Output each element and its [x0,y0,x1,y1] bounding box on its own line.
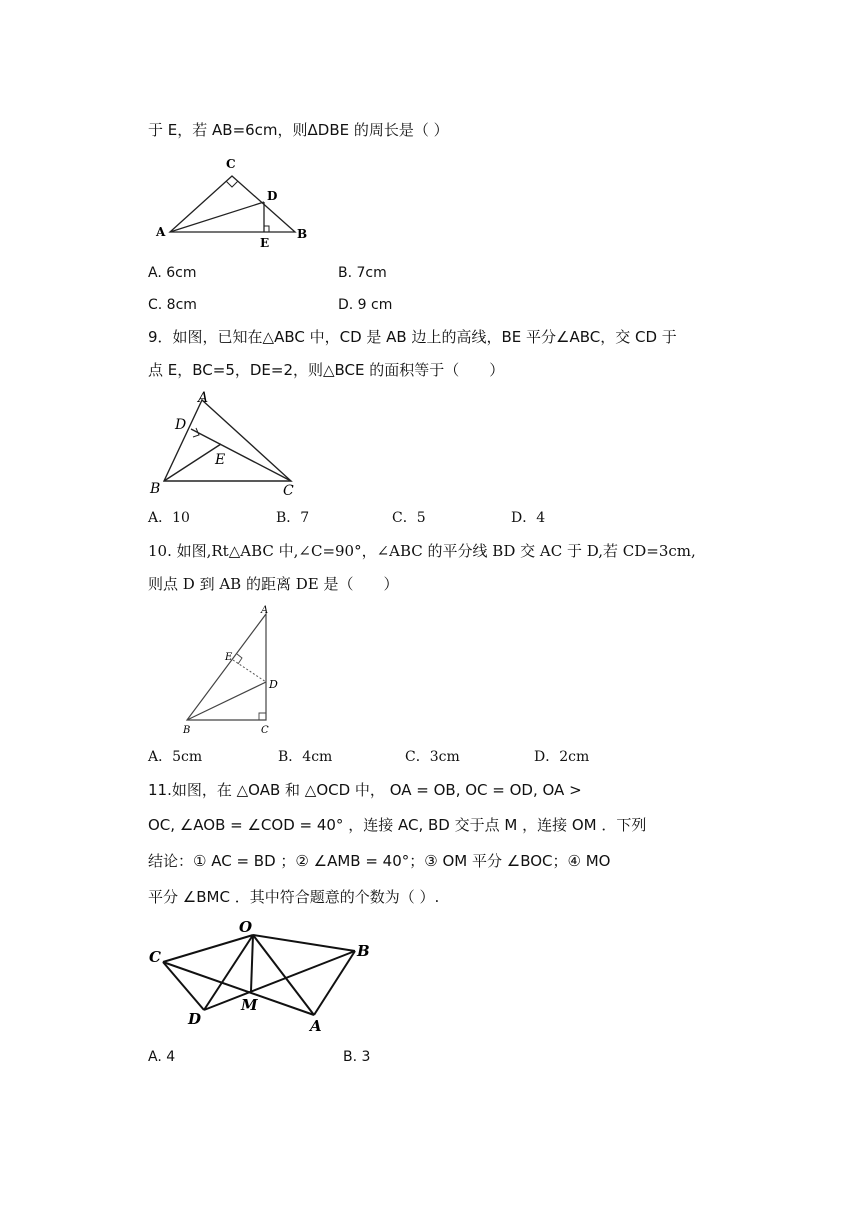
q9-label-a: A [198,390,209,406]
q10-option-a: A．5cm [148,749,203,765]
q10-stem-line2: 则点 D 到 AB 的距离 DE 是（ ） [148,575,399,593]
q8-label-e: E [260,236,270,250]
q11-label-b: B [357,942,370,960]
q11-label-o: O [239,918,253,936]
q11-label-m: M [241,996,258,1014]
q11-stem-line3: 结论：① AC = BD ；② ∠AMB = 40°；③ OM 平分 ∠BOC；④ MO [148,852,611,870]
q10-option-c: C．3cm [405,749,460,765]
q11-label-a: A [310,1017,322,1035]
q10-stem-line1: 10. 如图,Rt△ABC 中,∠C=90°，∠ABC 的平分线 BD 交 AC 于 D,若 CD=3cm, [148,542,696,560]
q10-label-e: E [225,652,233,663]
q9-stem-line2: 点 E，BC=5，DE=2，则△BCE 的面积等于（ ） [148,361,505,379]
q9-stem-line1: 9．如图，已知在△ABC 中，CD 是 AB 边上的高线，BE 平分∠ABC，交 CD 于 [148,328,677,346]
q8-label-c: C [226,157,236,171]
q9-option-b: B．7 [276,510,310,526]
q9-label-d: D [175,417,187,433]
q11-stem-line1: 11.如图，在 △OAB 和 △OCD 中， OA = OB, OC = OD, OA > [148,781,582,799]
q11-option-b: B. 3 [343,1049,371,1065]
q9-figure [147,392,307,502]
q10-option-d: D．2cm [534,749,590,765]
q11-label-d: D [188,1010,202,1028]
q10-label-a: A [261,605,269,616]
q9-label-b: B [150,481,161,497]
q11-label-c: C [149,948,161,966]
q8-stem-tail: 于 E，若 AB=6cm，则ΔDBE 的周长是（ ） [148,121,449,139]
q8-figure [150,152,310,250]
q9-option-a: A．10 [148,510,190,526]
q9-label-e: E [215,452,226,468]
q10-label-d: D [269,678,278,691]
q8-label-d: D [267,189,278,203]
q10-option-b: B．4cm [278,749,333,765]
q11-option-a: A. 4 [148,1049,176,1065]
q11-stem-line2: OC, ∠AOB = ∠COD = 40° ，连接 AC, BD 交于点 M ，连接 OM ．下列 [148,816,647,834]
q10-label-c: C [261,725,269,736]
q11-figure [147,918,387,1038]
q9-label-c: C [283,483,294,499]
q8-option-b: B. 7cm [338,265,387,281]
q8-label-b: B [297,227,308,241]
q8-option-d: D. 9 cm [338,297,393,313]
q10-label-b: B [183,725,191,736]
q9-option-c: C．5 [392,510,426,526]
q8-option-a: A. 6cm [148,265,197,281]
q9-option-d: D．4 [511,510,546,526]
q8-label-a: A [156,225,166,239]
q8-option-c: C. 8cm [148,297,197,313]
q11-stem-line4: 平分 ∠BMC ．其中符合题意的个数为（ ）. [148,888,440,906]
q10-figure [175,602,305,742]
